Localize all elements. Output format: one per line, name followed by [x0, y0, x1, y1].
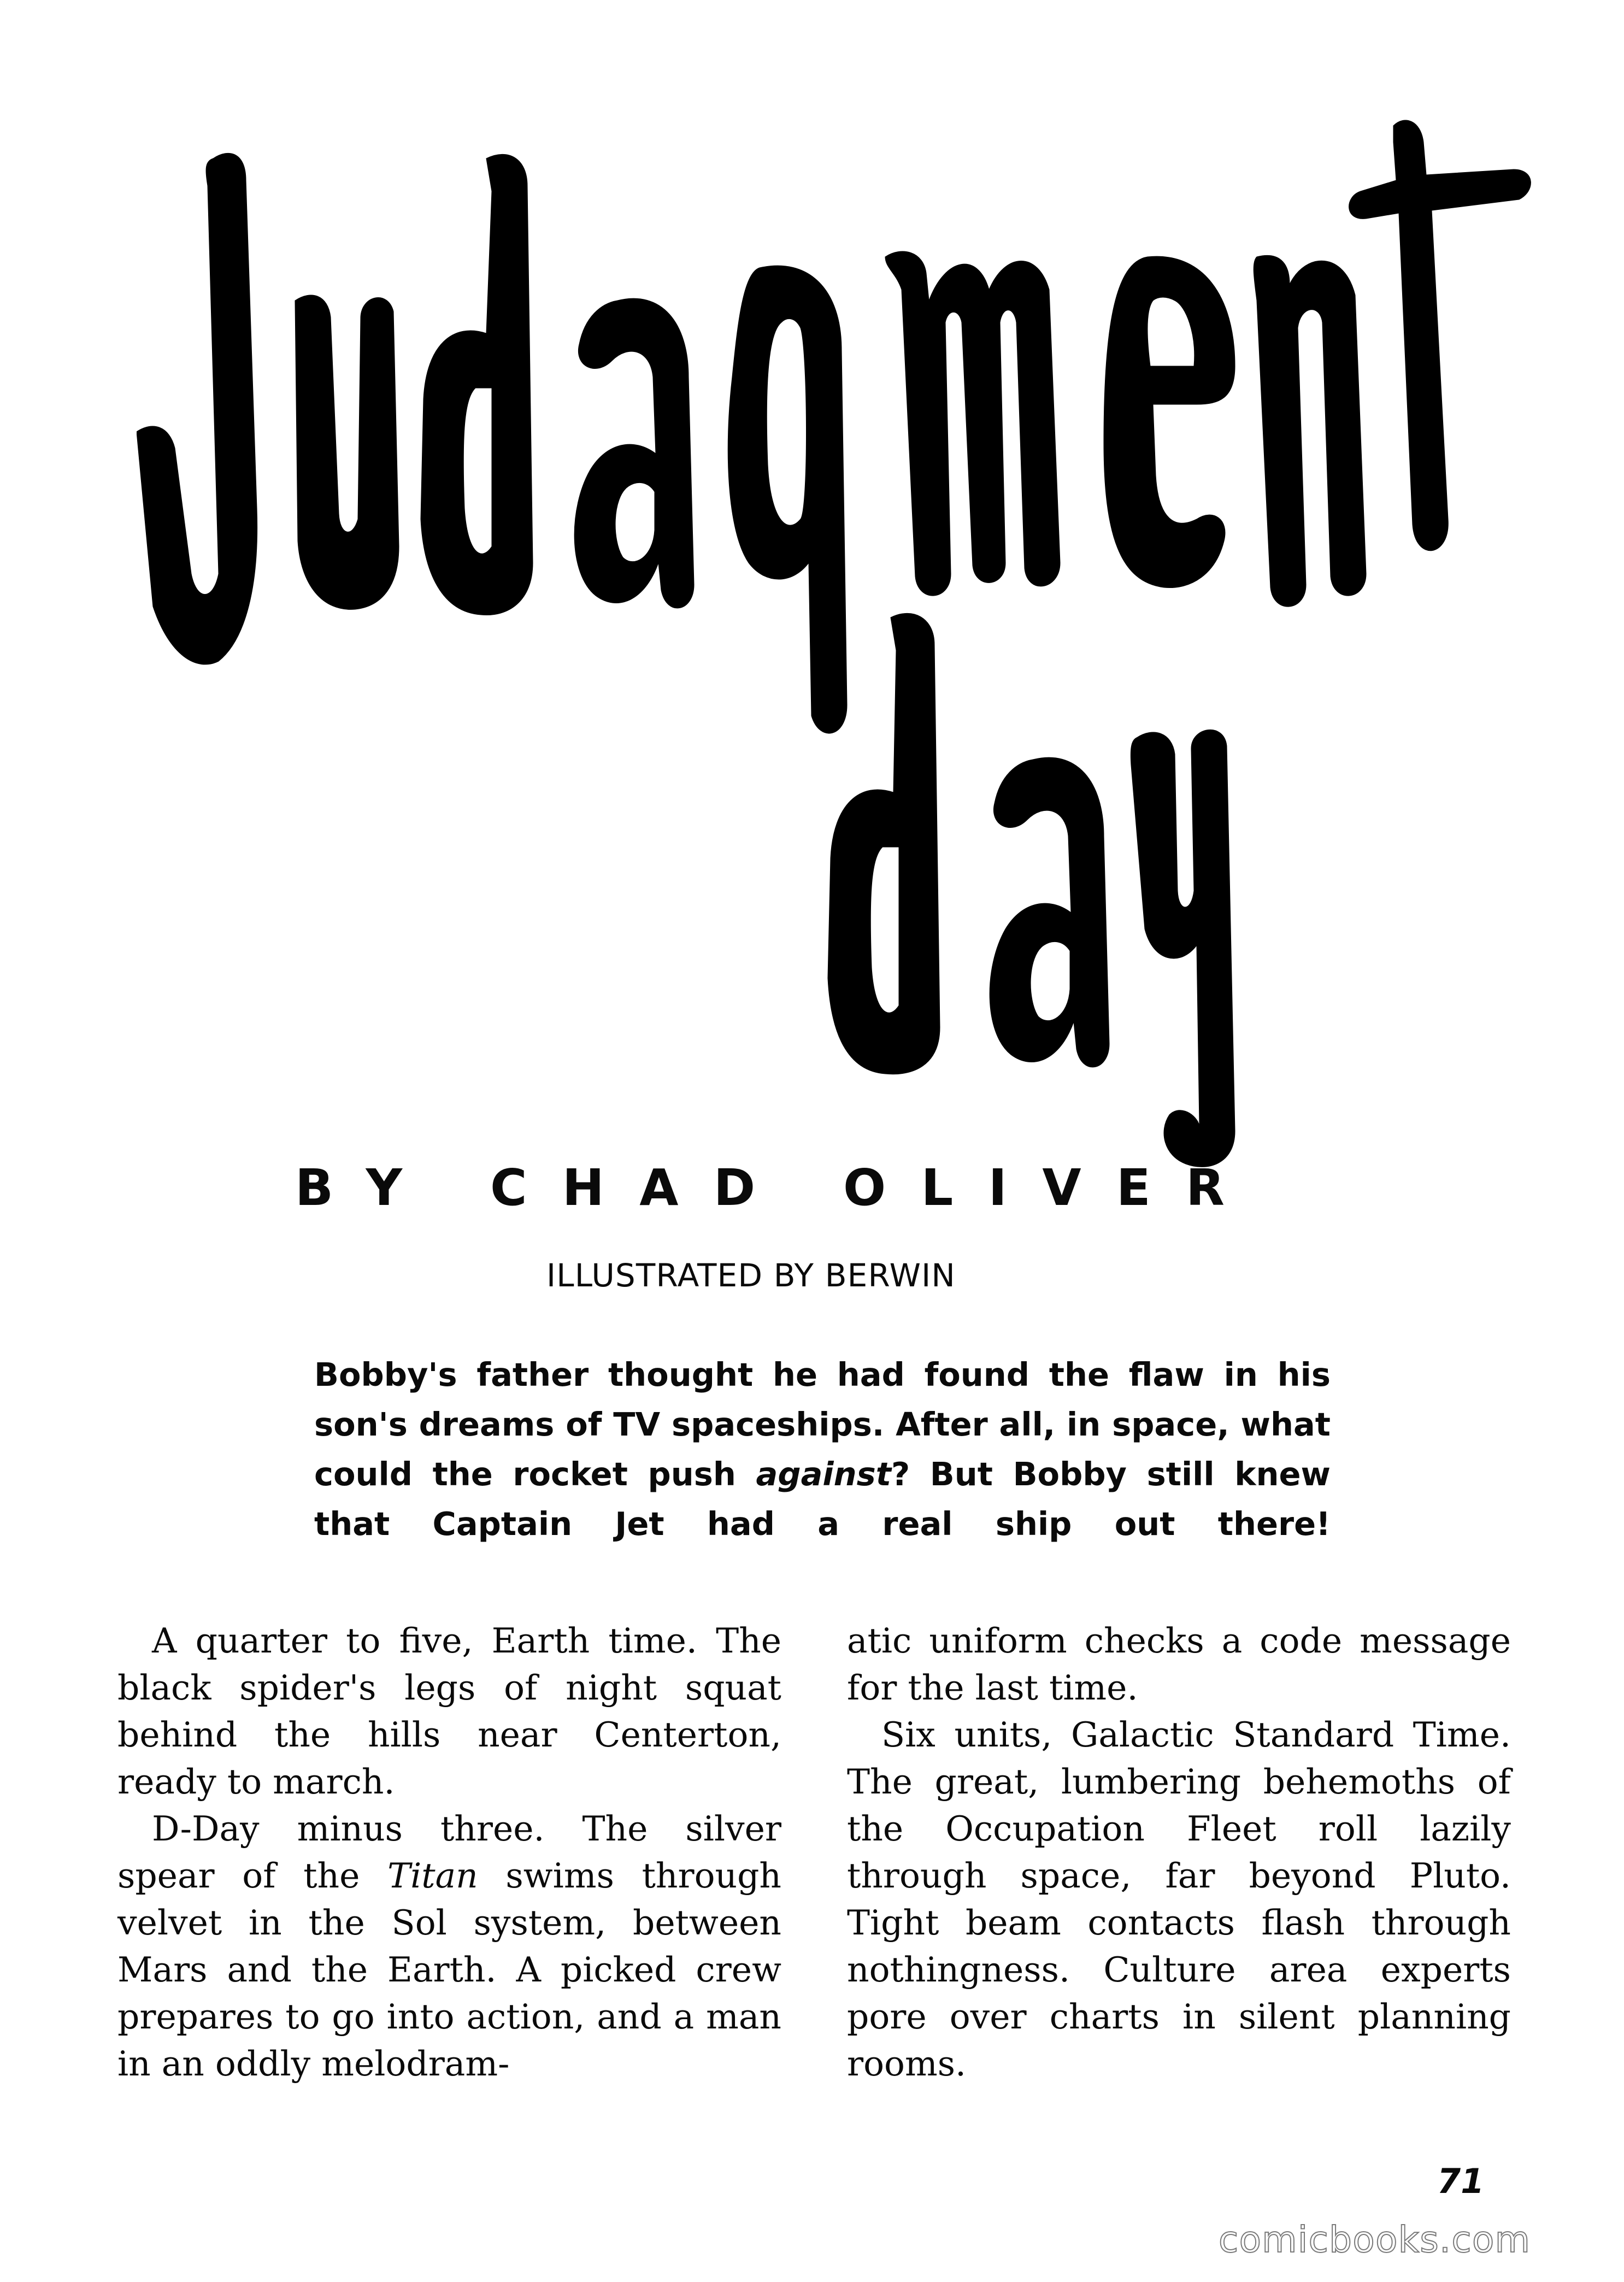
title-letter-a: [574, 298, 694, 608]
body-paragraph: A quarter to five, Earth time. The black spider's legs of night squat behind the hills near Centerton, ready to march.: [117, 1621, 781, 1802]
title-letter-j: [137, 153, 257, 664]
body-text-columns: [117, 1618, 1522, 2164]
blurb-part-2: ? But Bobby still knew that Captain Jet had a real ship out there!: [314, 1455, 1331, 1543]
title-letter-u: [295, 295, 399, 609]
body-paragraph-continued: atic uniform checks a code message for the last time.: [847, 1621, 1511, 1708]
title-letter-e: [1104, 256, 1235, 587]
blurb-text: [314, 1350, 1331, 1549]
title-letter-m: [885, 251, 1060, 596]
title-brush-lettering: [137, 93, 1535, 1175]
story-title-lettering: [137, 93, 1535, 1175]
title-letter-d: [421, 154, 533, 615]
body-paragraph: [117, 1805, 781, 2087]
body-column-right: [847, 1618, 1511, 2087]
watermark: comicbooks.com: [1219, 2219, 1531, 2261]
title-letter-t: [1349, 120, 1531, 551]
paragraph-text: swims through velvet in the Sol system, between Mars and the Earth. A picked crew prepares to go into action, and a man in an oddly melodram-: [117, 1856, 781, 2084]
blurb-part-1: Bobby's father thought he had found the flaw in his son's dreams of TV spaceships. After all, in space, what could the rocket push: [314, 1356, 1331, 1493]
title-letter-g: [728, 266, 847, 733]
page-number: 71: [1437, 2161, 1485, 2201]
body-paragraph: Six units, Galactic Standard Time. The great, lumbering behemoths of the Occupation Fleet roll lazily through space, far beyond Pluto. Tight beam contacts flash through nothingness. Culture area experts pore over charts in silent planning rooms.: [847, 1715, 1511, 2084]
illustrator-credit: ILLUSTRATED BY BERWIN: [546, 1257, 956, 1294]
title-letter-a2: [990, 757, 1109, 1067]
title-letter-y: [1131, 730, 1235, 1167]
paragraph-text: D-Day minus three. The silver spear of the: [117, 1809, 781, 1896]
author-byline: BY CHAD OLIVER: [295, 1158, 1260, 1217]
body-column-left: [117, 1618, 781, 2087]
story-blurb: [314, 1350, 1331, 1549]
title-letter-n: [1254, 255, 1366, 607]
blurb-emphasis: against: [756, 1455, 891, 1493]
ship-name: Titan: [387, 1856, 478, 1896]
